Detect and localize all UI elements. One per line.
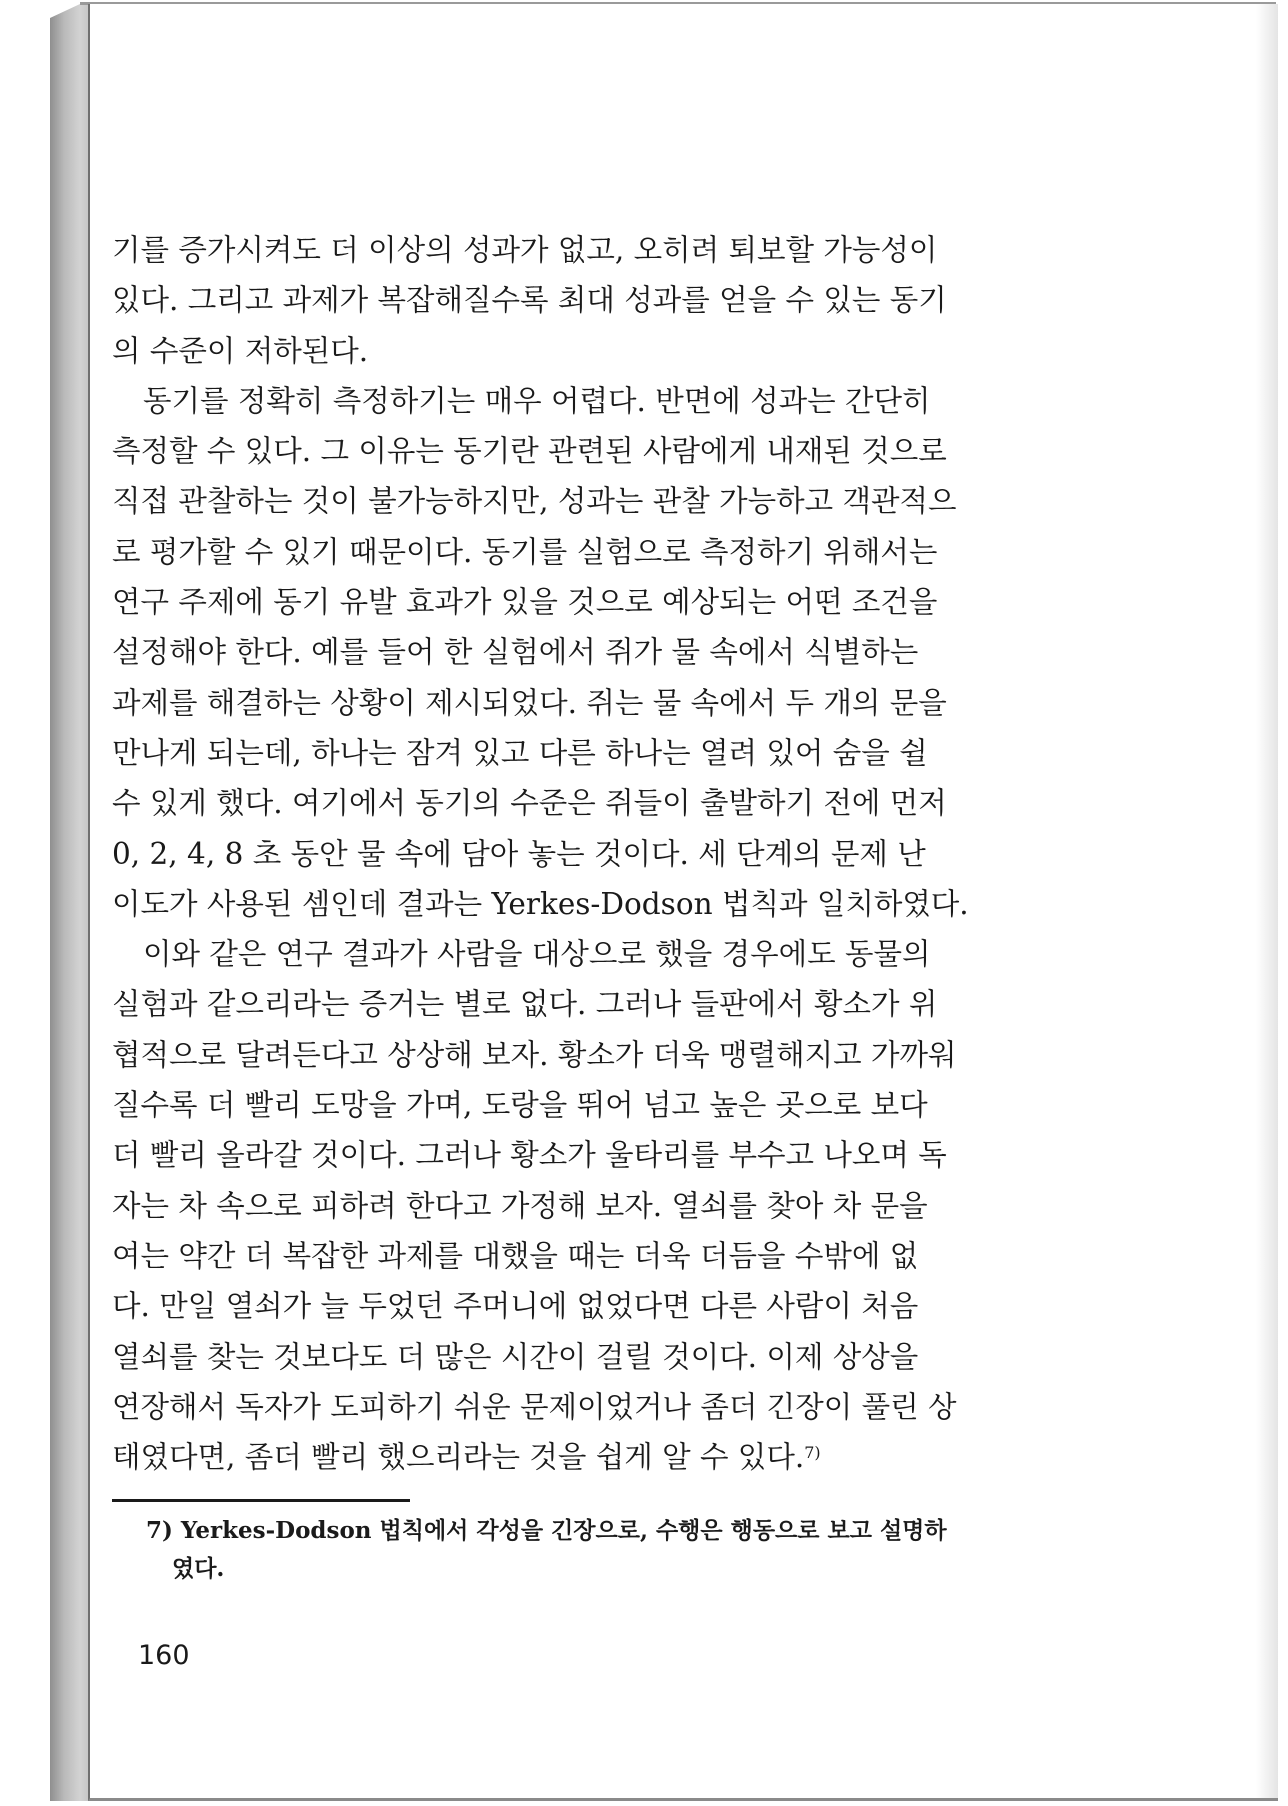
footnote-reference[interactable]: 7) (804, 1443, 821, 1463)
text-line: 기를 증가시켜도 더 이상의 성과가 없고, 오히려 퇴보할 가능성이 (112, 233, 938, 267)
text-line: 직접 관찰하는 것이 불가능하지만, 성과는 관찰 가능하고 객관적으 (112, 484, 957, 519)
text-line: 태였다면, 좀더 빨리 했으리라는 것을 쉽게 알 수 있다. (112, 1440, 805, 1475)
footnote-line (146, 1512, 1026, 1550)
body-text (112, 225, 1022, 1482)
text-line: 0, 2, 4, 8 초 동안 물 속에 담아 놓는 것이다. 세 단계의 문제 난 (112, 836, 926, 871)
paragraph-2 (112, 376, 1022, 929)
text-line: 측정할 수 있다. 그 이유는 동기란 관련된 사람에게 내재된 것으로 (112, 434, 947, 469)
text-line: 만나게 되는데, 하나는 잠겨 있고 다른 하나는 열려 있어 숨을 쉴 (112, 735, 928, 770)
text-line: 연장해서 독자가 도피하기 쉬운 문제이었거나 좀더 긴장이 풀린 상 (112, 1389, 957, 1424)
text-line: 동기를 정확히 측정하기는 매우 어렵다. 반면에 성과는 간단히 (143, 383, 931, 418)
text-line: 자는 차 속으로 피하려 한다고 가정해 보자. 열쇠를 찾아 차 문을 (112, 1188, 928, 1223)
text-line: 의 수준이 저하된다. (112, 333, 369, 368)
text-line: 연구 주제에 동기 유발 효과가 있을 것으로 예상되는 어떤 조건을 (112, 585, 938, 620)
book-spine-edge (50, 4, 90, 1801)
text-line: 수 있게 했다. 여기에서 동기의 수준은 쥐들이 출발하기 전에 먼저 (112, 786, 947, 821)
text-line: 다. 만일 열쇠가 늘 두었던 주머니에 없었다면 다른 사람이 처음 (112, 1289, 919, 1324)
text-line: 설정해야 한다. 예를 들어 한 실험에서 쥐가 물 속에서 식별하는 (112, 635, 919, 670)
text-line: 열쇠를 찾는 것보다도 더 많은 시간이 걸릴 것이다. 이제 상상을 (112, 1339, 919, 1374)
footnote-text: Yerkes-Dodson 법칙에서 각성을 긴장으로, 수행은 행동으로 보고 설명하 (180, 1517, 947, 1544)
text-line: 협적으로 달려든다고 상상해 보자. 황소가 더욱 맹렬해지고 가까워 (112, 1037, 957, 1072)
text-line: 이와 같은 연구 결과가 사람을 대상으로 했을 경우에도 동물의 (143, 937, 931, 972)
paragraph-1 (112, 225, 1022, 376)
text-line: 실험과 같으리라는 증거는 별로 없다. 그러나 들판에서 황소가 위 (112, 987, 938, 1022)
text-line: 여는 약간 더 복잡한 과제를 대했을 때는 더욱 더듬을 수밖에 없 (112, 1238, 919, 1273)
page-number: 160 (138, 1640, 190, 1671)
text-line: 로 평가할 수 있기 때문이다. 동기를 실험으로 측정하기 위해서는 (112, 534, 938, 569)
text-line: 질수록 더 빨리 도망을 가며, 도랑을 뛰어 넘고 높은 곳으로 보다 (112, 1088, 928, 1123)
text-line: 이도가 사용된 셈인데 결과는 Yerkes-Dodson 법칙과 일치하였다. (112, 886, 969, 921)
footnote-marker: 7) (146, 1517, 173, 1544)
footnote-continuation: 였다. (172, 1555, 225, 1582)
text-line: 과제를 해결하는 상황이 제시되었다. 쥐는 물 속에서 두 개의 문을 (112, 685, 947, 720)
footnote (146, 1512, 1026, 1588)
text-line: 더 빨리 올라갈 것이다. 그러나 황소가 울타리를 부수고 나오며 독 (112, 1138, 947, 1173)
paragraph-3 (112, 929, 1022, 1482)
text-line: 있다. 그리고 과제가 복잡해질수록 최대 성과를 얻을 수 있는 동기 (112, 283, 947, 318)
page-shadow (1256, 4, 1278, 1798)
footnote-divider (112, 1499, 410, 1502)
